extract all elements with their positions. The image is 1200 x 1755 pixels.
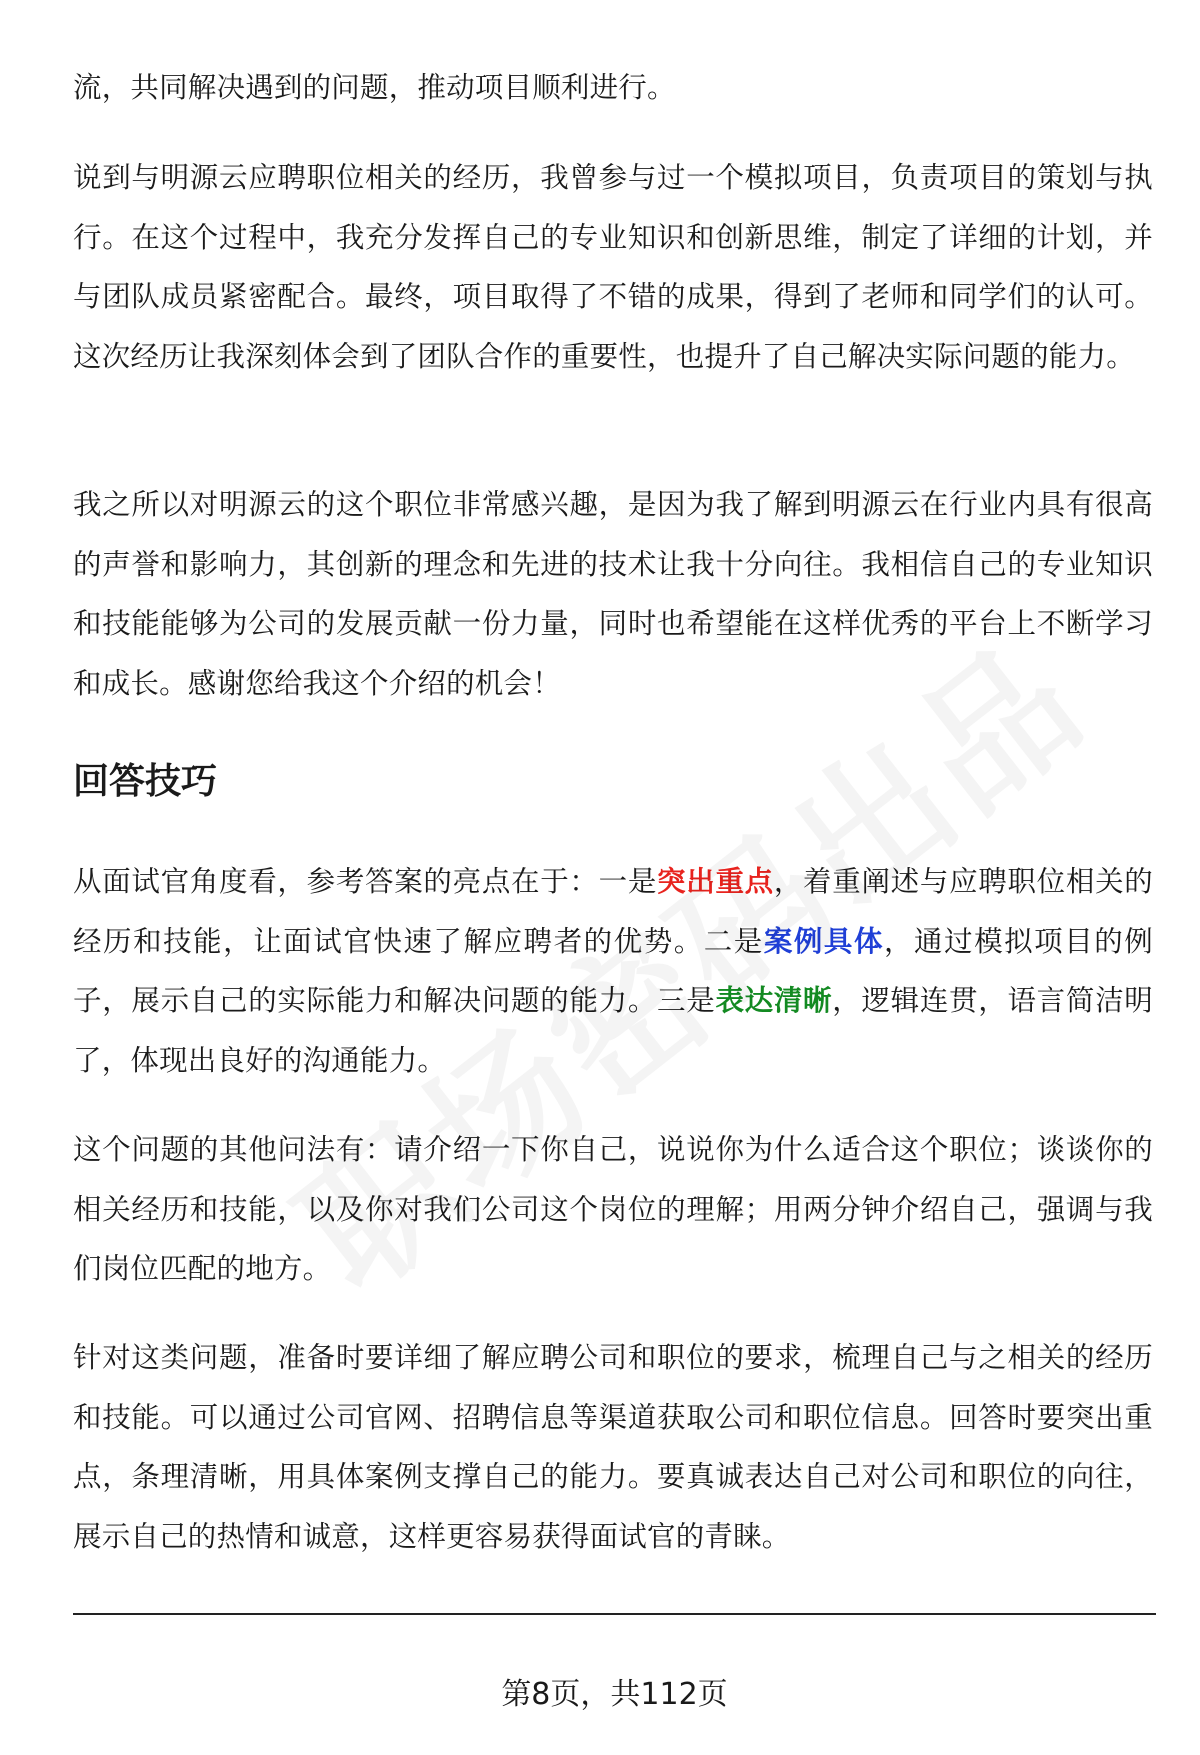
highlight-clear-expression: 表达清晰 bbox=[715, 984, 833, 1017]
highlights-text-b: ，着重阐述与应聘职位相关的经历和技能，让面试官快速了解应聘者的优势。二是 bbox=[73, 865, 1153, 958]
paragraph-alternative-questions: 这个问题的其他问法有：请介绍一下你自己，说说你为什么适合这个职位；谈谈你的相关经历和技能，以及你对我们公司这个岗位的理解；用两分钟介绍自己，强调与我们岗位匹配的地方。 bbox=[73, 1133, 1153, 1285]
paragraph-preparation-tips: 针对这类问题，准备时要详细了解应聘公司和职位的要求，梳理自己与之相关的经历和技能。可以通过公司官网、招聘信息等渠道获取公司和职位信息。回答时要突出重点，条理清晰，用具体案例支撑自己的能力。要真诚表达自己对公司和职位的向往，展示自己的热情和诚意，这样更容易获得面试官的青睐。 bbox=[73, 1341, 1153, 1553]
paragraph-motivation: 我之所以对明源云的这个职位非常感兴趣，是因为我了解到明源云在行业内具有很高的声誉和影响力，其创新的理念和先进的技术让我十分向往。我相信自己的专业知识和技能能够为公司的发展贡献一份力量，同时也希望能在这样优秀的平台上不断学习和成长。感谢您给我这个介绍的机会！ bbox=[73, 488, 1153, 700]
paragraph-highlights bbox=[73, 852, 1153, 1090]
highlight-concrete-case: 案例具体 bbox=[763, 924, 884, 958]
highlights-text-c: ，通过模拟项目的例子，展示自己的实际能力和解决问题的能力。三是 bbox=[73, 924, 1153, 1017]
highlight-key-point: 突出重点 bbox=[657, 865, 774, 898]
highlights-text-a: 从面试官角度看，参考答案的亮点在于：一是 bbox=[73, 865, 658, 898]
document-page bbox=[73, 0, 1153, 1755]
highlights-text-d: ，逻辑连贯，语言简洁明了，体现出良好的沟通能力。 bbox=[73, 984, 1153, 1077]
page-number: 第8页，共112页 bbox=[501, 1677, 728, 1712]
section-title: 回答技巧 bbox=[73, 761, 218, 802]
paragraph-continuation: 流，共同解决遇到的问题，推动项目顺利进行。 bbox=[73, 71, 676, 104]
footer-divider bbox=[73, 1613, 1156, 1615]
paragraph-experience: 说到与明源云应聘职位相关的经历，我曾参与过一个模拟项目，负责项目的策划与执行。在这个过程中，我充分发挥自己的专业知识和创新思维，制定了详细的计划，并与团队成员紧密配合。最终，项目取得了不错的成果，得到了老师和同学们的认可。这次经历让我深刻体会到了团队合作的重要性，也提升了自己解决实际问题的能力。 bbox=[73, 161, 1153, 373]
